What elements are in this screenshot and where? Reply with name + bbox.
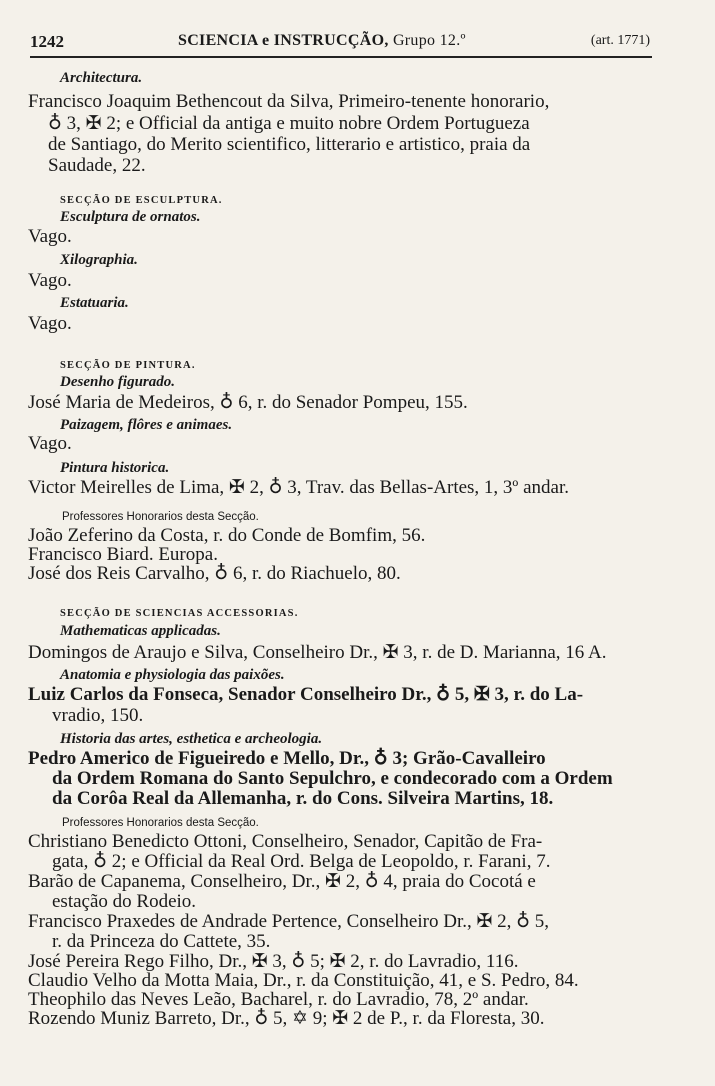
entry-line: Vago.: [28, 433, 72, 454]
entry-line: José Maria de Medeiros, ♁ 6, r. do Senador Pompeu, 155.: [28, 392, 468, 413]
entry-line: Theophilo das Neves Leão, Bacharel, r. do Lavradio, 78, 2º andar.: [28, 989, 529, 1010]
entry-line: Barão de Capanema, Conselheiro, Dr., ✠ 2, ♁ 4, praia do Cocotá e: [28, 871, 536, 892]
entry-line: estação do Rodeio.: [52, 891, 197, 912]
section-heading-esculptura: SECÇÃO DE ESCULPTURA.: [60, 195, 223, 206]
page-header: [30, 30, 650, 54]
subheading-estatuaria: Estatuaria.: [60, 295, 129, 311]
subheading-mathematicas: Mathematicas applicadas.: [60, 623, 221, 639]
subheading-desenho-figurado: Desenho figurado.: [60, 374, 176, 390]
subheading-paizagem: Paizagem, flôres e animaes.: [60, 417, 233, 433]
entry-line: r. da Princeza do Cattete, 35.: [52, 931, 271, 952]
entry-line: Rozendo Muniz Barreto, Dr., ♁ 5, ✡ 9; ✠ 2 de P., r. da Floresta, 30.: [28, 1008, 545, 1029]
entry-line: da Ordem Romana do Santo Sepulchro, e condecorado com a Ordem: [52, 768, 613, 789]
header-article: (art. 1771): [590, 33, 650, 48]
entry-line: José Pereira Rego Filho, Dr., ✠ 3, ♁ 5; ✠ 2, r. do Lavradio, 116.: [28, 951, 519, 972]
entry-line: gata, ♁ 2; e Official da Real Ord. Belga de Leopoldo, r. Farani, 7.: [52, 851, 551, 872]
entry-line: Vago.: [28, 226, 72, 247]
entry-line: ♁ 3, ✠ 2; e Official da antiga e muito nobre Ordem Portugueza: [48, 113, 530, 134]
subheading-xilographia: Xilographia.: [60, 252, 138, 268]
entry-line: Domingos de Araujo e Silva, Conselheiro Dr., ✠ 3, r. de D. Marianna, 16 A.: [28, 642, 607, 663]
subheading-anatomia: Anatomia e physiologia das paixões.: [60, 667, 285, 683]
entry-line: Christiano Benedicto Ottoni, Conselheiro, Senador, Capitão de Fra-: [28, 831, 543, 852]
entry-line: Claudio Velho da Motta Maia, Dr., r. da Constituição, 41, e S. Pedro, 84.: [28, 970, 579, 991]
header-title: SCIENCIA e INSTRUCÇÃO,: [178, 32, 389, 49]
entry-line: João Zeferino da Costa, r. do Conde de Bomfim, 56.: [28, 525, 426, 546]
subheading-esculptura-ornatos: Esculptura de ornatos.: [60, 209, 201, 225]
entry-line: Francisco Biard. Europa.: [28, 544, 218, 565]
subheading-professores-honorarios: Professores Honorarios desta Secção.: [62, 511, 259, 523]
subheading-pintura-historica: Pintura historica.: [60, 460, 170, 476]
subheading-professores-honorarios-2: Professores Honorarios desta Secção.: [62, 817, 259, 829]
entry-line: Saudade, 22.: [48, 155, 146, 176]
entry-line: de Santiago, do Merito scientifico, litterario e artistico, praia da: [48, 134, 531, 155]
entry-line: Pedro Americo de Figueiredo e Mello, Dr., ♁ 3; Grão-Cavalleiro: [28, 748, 546, 769]
entry-line: José dos Reis Carvalho, ♁ 6, r. do Riachuelo, 80.: [28, 563, 401, 584]
entry-line: da Corôa Real da Allemanha, r. do Cons. Silveira Martins, 18.: [52, 788, 554, 809]
header-title-block: [178, 32, 466, 50]
entry-line: Victor Meirelles de Lima, ✠ 2, ♁ 3, Trav. das Bellas-Artes, 1, 3º andar.: [28, 477, 569, 498]
header-group: Grupo 12.º: [392, 32, 466, 49]
subheading-architectura: Architectura.: [60, 70, 143, 86]
entry-line: Francisco Praxedes de Andrade Pertence, Conselheiro Dr., ✠ 2, ♁ 5,: [28, 911, 550, 932]
entry-line: Francisco Joaquim Bethencout da Silva, Primeiro-tenente honorario,: [28, 91, 550, 112]
header-rule: [30, 56, 652, 58]
entry-line: Vago.: [28, 270, 72, 291]
entry-line: Luiz Carlos da Fonseca, Senador Conselheiro Dr., ♁ 5, ✠ 3, r. do La-: [28, 684, 584, 705]
page-number: 1242: [30, 32, 64, 51]
entry-line: Vago.: [28, 313, 72, 334]
section-heading-sciencias-accessorias: SECÇÃO DE SCIENCIAS ACCESSORIAS.: [60, 608, 299, 619]
section-heading-pintura: SECÇÃO DE PINTURA.: [60, 360, 196, 371]
entry-line: vradio, 150.: [52, 705, 144, 726]
subheading-historia-artes: Historia das artes, esthetica e archeologia.: [60, 731, 323, 747]
